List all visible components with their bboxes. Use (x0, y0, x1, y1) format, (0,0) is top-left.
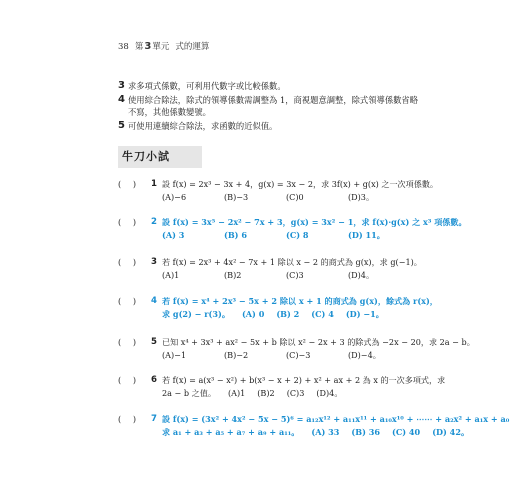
answer-options (162, 349, 412, 362)
option: (C)3 (286, 388, 305, 398)
option: (C)0 (286, 192, 304, 202)
question-stem: 若 f(x) = x⁴ + 2x³ − 5x + 2 除以 x + 1 的商式為 g(x)，餘式為 r(x)， (162, 296, 438, 306)
option-lead: 2a − b 之值。 (162, 388, 216, 398)
tip-text: 使用綜合除法，除式的領導係數需調整為 1，商視題意調整，除式領導係數省略不寫，其他係數變號。 (128, 95, 419, 117)
option: (C) 4 (311, 309, 334, 319)
question-number: 3 (151, 257, 157, 267)
tips-list (118, 80, 418, 134)
option: (D)−4。 (348, 350, 381, 360)
answer-blank[interactable]: ( ) (118, 217, 136, 227)
option: (A)−6 (162, 192, 187, 202)
answer-options (162, 387, 412, 400)
option-lead: 求 g(2) − r(3)。 (162, 309, 230, 319)
option: (D)3。 (348, 192, 375, 202)
option: (A) 33 (311, 427, 340, 437)
section-title: 牛刀小試 (118, 146, 202, 168)
option: (C) 40 (392, 427, 421, 437)
tip-text: 可使用連續綜合除法，求函數的近似值。 (128, 121, 278, 131)
answer-options (162, 426, 470, 439)
tip-text: 求多項式係數，可利用代數字或比較係數。 (128, 81, 286, 91)
answer-blank[interactable]: ( ) (118, 179, 136, 189)
answer-blank[interactable]: ( ) (118, 414, 136, 424)
question-stem: 若 f(x) = a(x³ − x²) + b(x³ − x + 2) + x² + ax + 2 為 x 的一次多項式，求 (162, 375, 446, 385)
page-header (118, 40, 209, 52)
question-number: 4 (151, 296, 157, 306)
option: (D) −1。 (345, 309, 384, 319)
question-number: 6 (151, 375, 157, 385)
option: (C) 8 (286, 230, 309, 240)
option: (A)1 (227, 388, 246, 398)
option: (B) 6 (224, 230, 247, 240)
tip-number: 5 (118, 120, 125, 131)
unit-suffix: 單元 (152, 42, 170, 52)
answer-options (162, 308, 412, 321)
option: (D)4。 (348, 270, 375, 280)
question-stem: 已知 x⁴ + 3x³ + ax² − 5x + b 除以 x² − 2x + 3 的除式為 −2x − 20，求 2a − b。 (162, 337, 475, 347)
answer-blank[interactable]: ( ) (118, 375, 136, 385)
option: (A) 3 (162, 230, 185, 240)
option: (D) 11。 (348, 230, 385, 240)
option: (B)−3 (224, 192, 249, 202)
answer-options (162, 191, 412, 204)
tip-item (118, 94, 418, 118)
option: (D)4。 (316, 388, 343, 398)
question-number: 1 (151, 179, 157, 189)
question-number: 5 (151, 337, 157, 347)
option: (B) 2 (276, 309, 300, 319)
option: (C)3 (286, 270, 304, 280)
question-stem: 設 f(x) = 3x⁵ − 2x² − 7x + 3，g(x) = 3x² − 1，求 f(x)·g(x) 之 x³ 項係數。 (162, 217, 467, 227)
option: (A)1 (162, 270, 180, 280)
unit-prefix: 第 (134, 42, 144, 52)
answer-options (162, 229, 412, 242)
option: (D) 42。 (432, 427, 470, 437)
answer-blank[interactable]: ( ) (118, 257, 136, 267)
answer-blank[interactable]: ( ) (118, 296, 136, 306)
option: (A)−1 (162, 350, 187, 360)
tip-item (118, 120, 418, 132)
tip-item (118, 80, 418, 92)
tip-number: 3 (118, 80, 125, 91)
option: (B)2 (257, 388, 275, 398)
option: (B) 36 (351, 427, 380, 437)
option: (B)−2 (224, 350, 249, 360)
option: (B)2 (224, 270, 242, 280)
answer-options (162, 269, 412, 282)
answer-blank[interactable]: ( ) (118, 337, 136, 347)
question-number: 7 (151, 414, 157, 424)
tip-number: 4 (118, 94, 125, 105)
page-number: 38 (118, 42, 129, 52)
question-stem: 設 f(x) = 2x³ − 3x + 4，g(x) = 3x − 2，求 3f(x) + g(x) 之一次項係數。 (162, 179, 439, 189)
question-number: 2 (151, 217, 157, 227)
unit-number: 3 (144, 41, 152, 52)
chapter-title: 式的運算 (175, 42, 210, 52)
question-stem: 若 f(x) = 2x³ + 4x² − 7x + 1 除以 x − 2 的商式為 g(x)，求 g(−1)。 (162, 257, 422, 267)
question-stem: 設 f(x) = (3x² + 4x² − 5x − 5)⁶ = a₁₂x¹² + a₁₁x¹¹ + a₁₀x¹⁰ + ⋯⋯ + a₂x² + a₁x + a₀ (162, 414, 510, 424)
option-lead: 求 a₁ + a₃ + a₅ + a₇ + a₉ + a₁₁。 (162, 427, 300, 437)
option: (A) 0 (241, 309, 265, 319)
option: (C)−3 (286, 350, 311, 360)
